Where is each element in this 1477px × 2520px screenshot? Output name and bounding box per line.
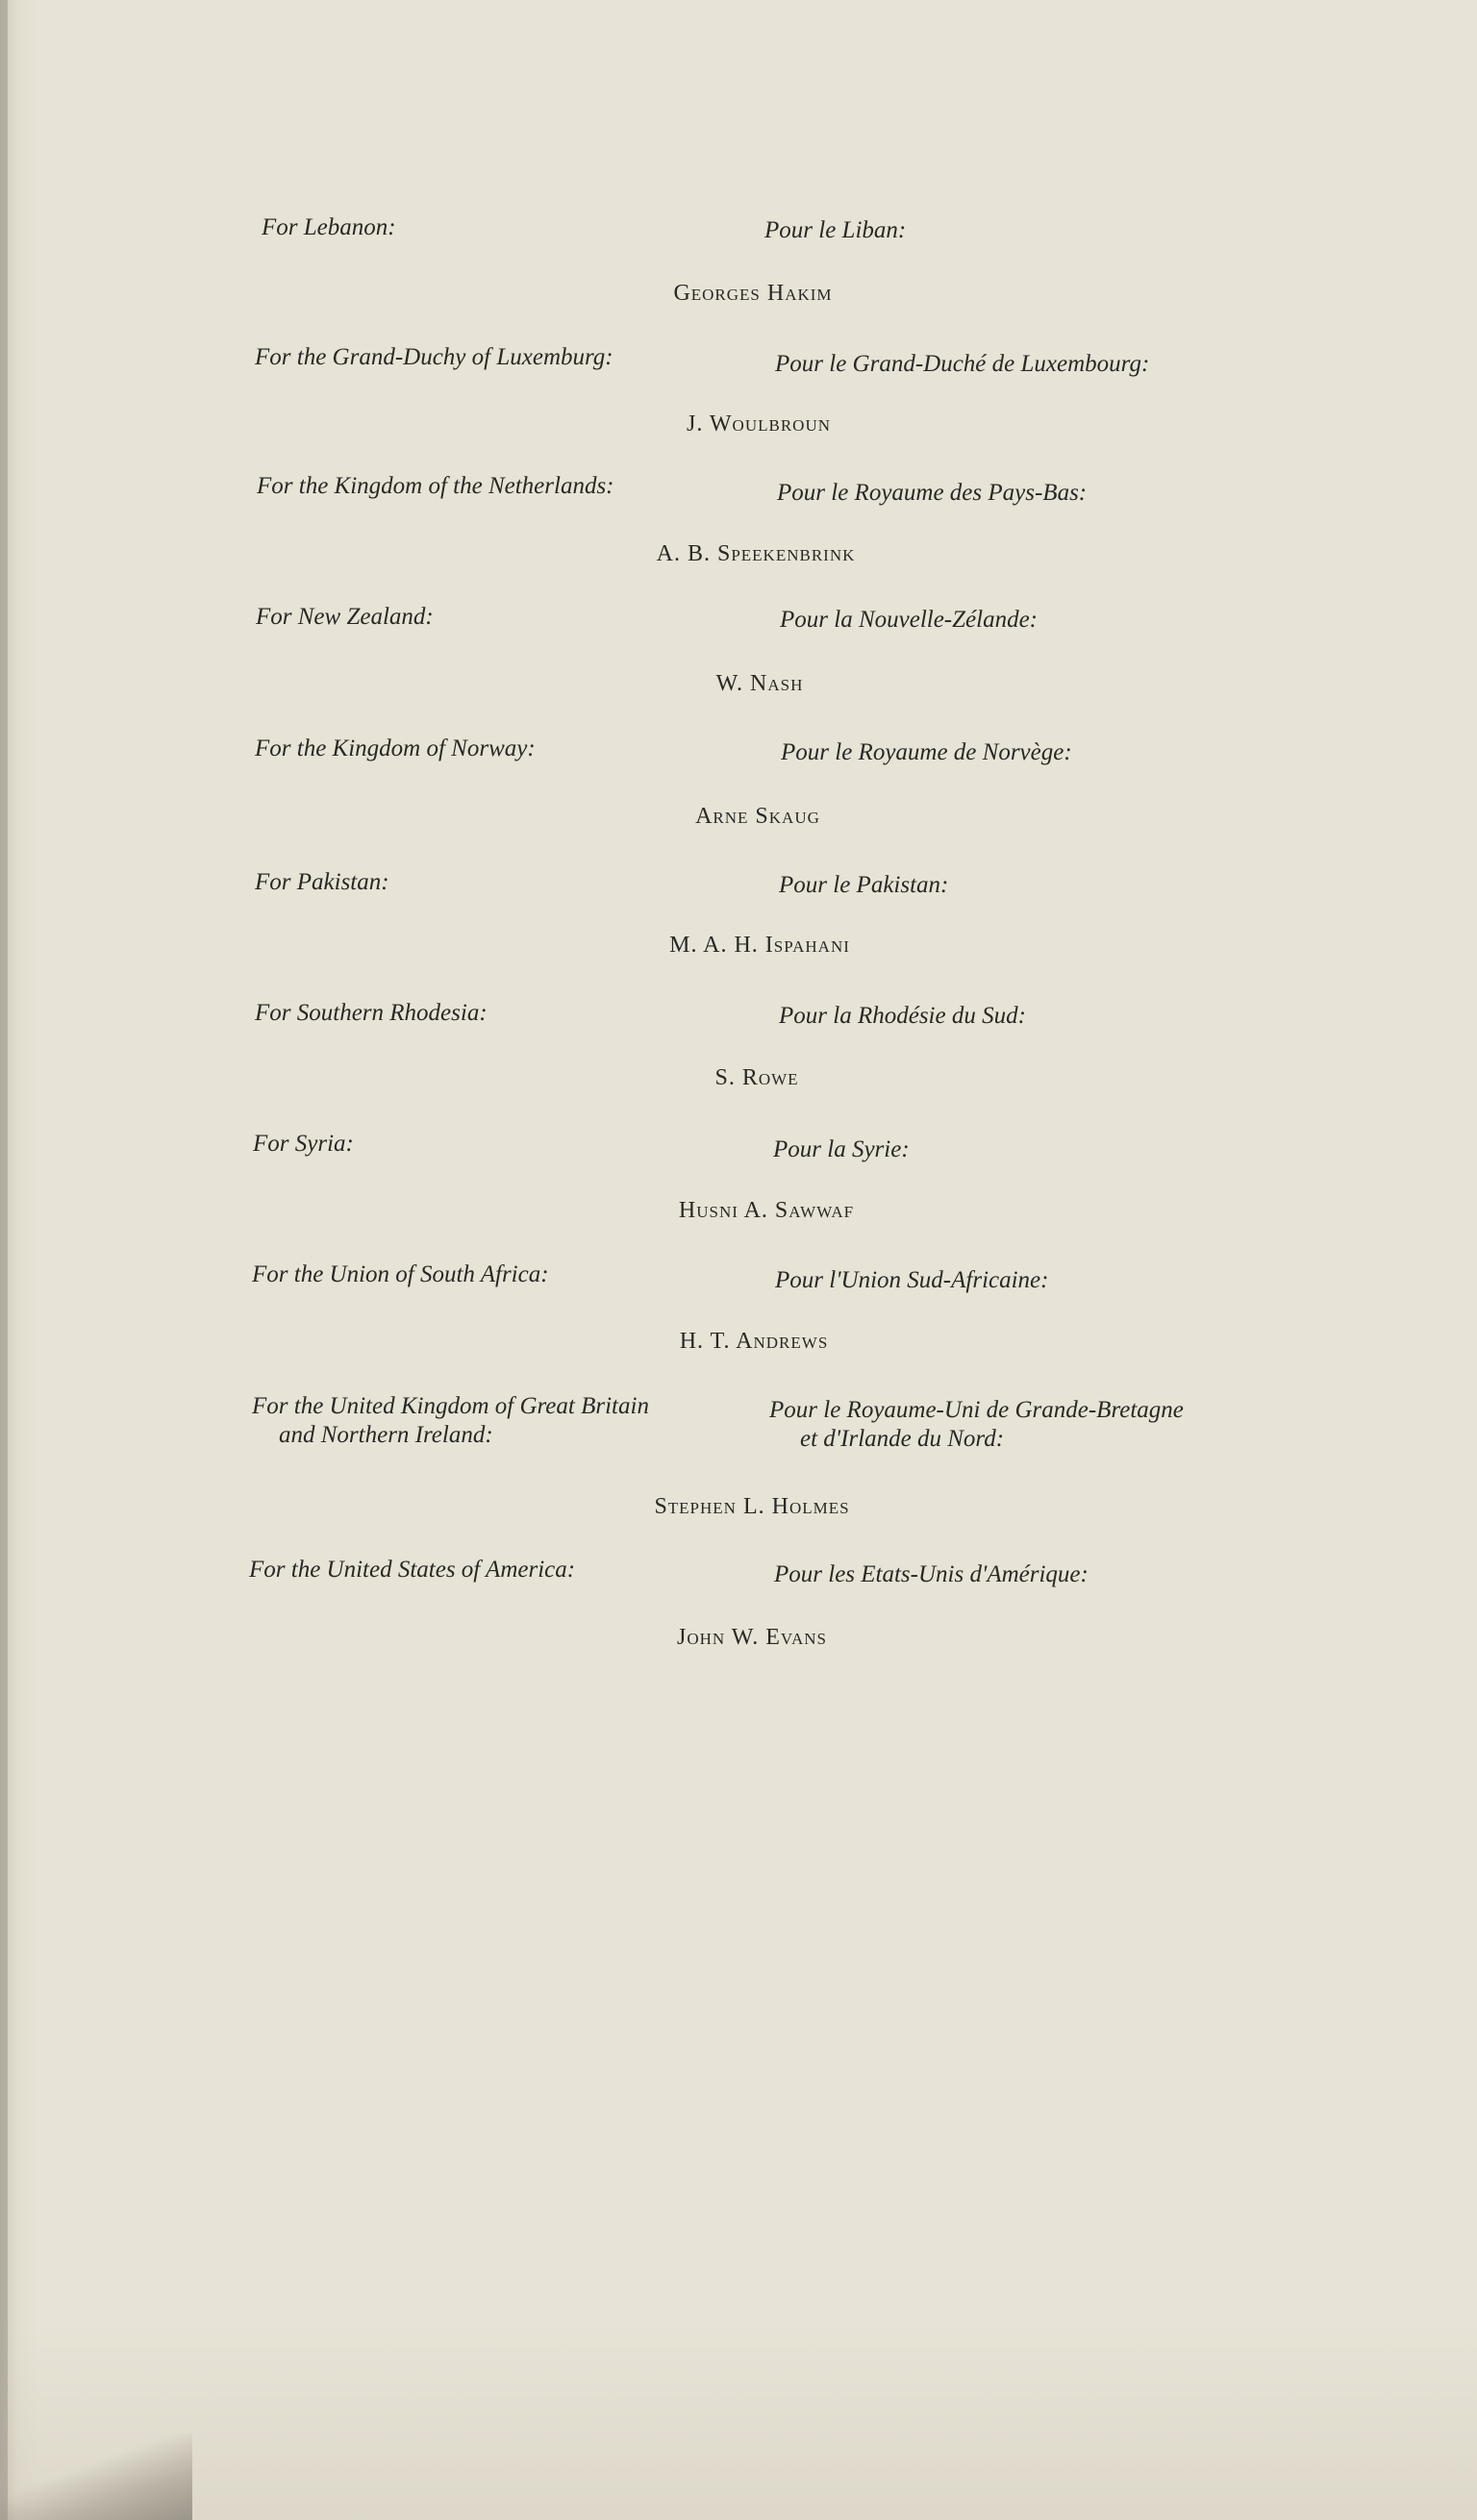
signatory-fr-label <box>781 738 1072 767</box>
label-line: Pour le Grand-Duché de Luxembourg: <box>775 351 1150 377</box>
signatory-en-label <box>252 1260 549 1289</box>
signature-name: A. B. Speekenbrink <box>656 541 856 566</box>
signatory-en-label <box>255 343 613 372</box>
label-line: Pour le Pakistan: <box>779 872 949 898</box>
label-line: For the United States of America: <box>249 1557 576 1583</box>
signatory-en-label <box>255 735 536 763</box>
page-corner-wear <box>0 2433 192 2520</box>
label-line: Pour la Rhodésie du Sud: <box>779 1003 1026 1029</box>
signatory-fr-label <box>779 871 948 900</box>
label-line: Pour le Royaume de Norvège: <box>781 739 1072 765</box>
signatory-en-label <box>255 999 488 1028</box>
signatory-en-label <box>253 1130 354 1159</box>
signatory-en-label <box>262 213 396 242</box>
label-line: et d'Irlande du Nord: <box>800 1426 1005 1452</box>
label-line: Pour la Syrie: <box>773 1136 910 1162</box>
label-line: For the Kingdom of Norway: <box>255 736 536 761</box>
page-spine-shadow <box>0 0 8 2520</box>
label-line: For the Union of South Africa: <box>252 1261 549 1287</box>
signatory-en-label <box>252 1392 649 1450</box>
label-line: Pour la Nouvelle-Zélande: <box>780 607 1038 633</box>
label-line: For Syria: <box>253 1131 354 1157</box>
signature-name: H. T. Andrews <box>679 1329 829 1354</box>
signature-name: S. Rowe <box>714 1065 799 1090</box>
signatory-fr-label <box>779 1002 1026 1031</box>
signatory-en-label <box>257 472 614 501</box>
label-line: and Northern Ireland: <box>279 1422 493 1448</box>
label-line: Pour l'Union Sud-Africaine: <box>775 1267 1049 1293</box>
signature-name: Stephen L. Holmes <box>654 1494 850 1519</box>
signature-name: M. A. H. Ispahani <box>669 933 850 958</box>
signature-name: Husni A. Sawwaf <box>678 1198 855 1223</box>
label-line: For the United Kingdom of Great Britain <box>252 1393 649 1419</box>
signatory-fr-label <box>764 216 906 245</box>
label-line: For the Kingdom of the Netherlands: <box>257 473 614 499</box>
signatory-fr-label <box>777 479 1087 508</box>
signatory-en-label <box>249 1556 575 1584</box>
label-line: Pour le Royaume-Uni de Grande-Bretagne <box>769 1397 1184 1423</box>
signatory-fr-label <box>775 1266 1048 1295</box>
signature-name: Arne Skaug <box>695 804 820 829</box>
signatory-fr-label <box>773 1135 910 1164</box>
signature-name: John W. Evans <box>677 1625 827 1650</box>
label-line: For the Grand-Duchy of Luxemburg: <box>255 344 613 370</box>
signature-name: J. Woulbroun <box>686 412 832 437</box>
signatory-en-label <box>255 868 389 897</box>
signature-name: W. Nash <box>715 671 804 696</box>
label-line: For New Zealand: <box>256 604 434 630</box>
signatory-fr-label <box>775 350 1149 379</box>
signature-name: Georges Hakim <box>673 281 833 306</box>
signatory-fr-label <box>769 1396 1184 1454</box>
signatory-fr-label <box>774 1560 1089 1589</box>
label-line: For Lebanon: <box>262 214 396 240</box>
label-line: For Southern Rhodesia: <box>255 1000 488 1026</box>
signatory-en-label <box>256 603 434 632</box>
label-line: For Pakistan: <box>255 869 389 895</box>
label-line: Pour le Liban: <box>764 217 907 243</box>
label-line: Pour le Royaume des Pays-Bas: <box>777 480 1088 506</box>
signatory-fr-label <box>780 606 1038 635</box>
label-line: Pour les Etats-Unis d'Amérique: <box>774 1561 1089 1587</box>
